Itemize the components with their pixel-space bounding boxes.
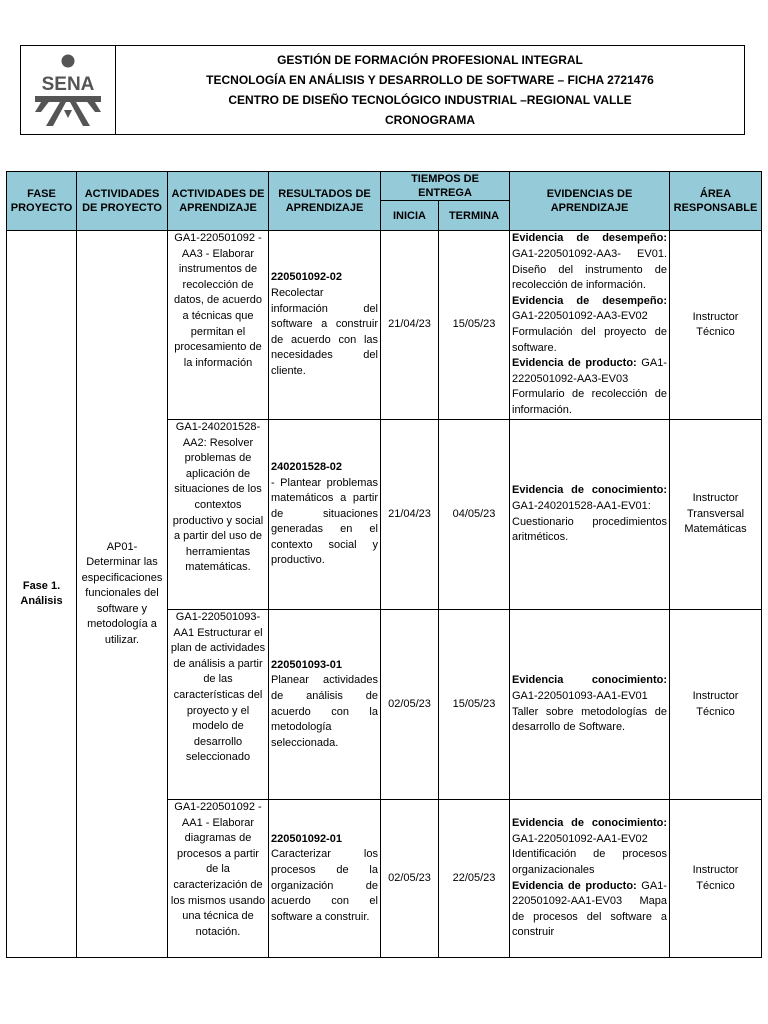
resultado-texto: Caracterizar los procesos de la organización de acuerdo con el software a construir. [271,848,378,923]
evidencias-cell [510,610,670,800]
evidencia-text: GA1-220501092-AA3-EV02 Formulación del proyecto de software. [512,310,667,354]
evidencia-label: Evidencia de desempeño: [512,232,667,245]
actividad-aprendizaje-cell: GA1-220501092 - AA1 - Elaborar diagramas de procesos a partir de la caracterización de los mismos usando una técnica de notación. [168,800,269,958]
resultado-cell [269,800,381,958]
resultado-texto: - Plantear problemas matemáticos a partir de situaciones generadas en el contexto social y productivo. [271,476,378,567]
evidencia-text: GA1-220501092-AA3- EV01. Diseño del instrumento de recolección de información. [512,248,667,292]
resultado-texto: Recolectar información del software a construir de acuerdo con las necesidades del cliente. [271,287,378,377]
header-title-line-2: TECNOLOGÍA EN ANÁLISIS Y DESARROLLO DE SOFTWARE – FICHA 2721476 [206,73,654,87]
evidencia-text: GA1-220501093-AA1-EV01 Taller sobre metodologías de desarrollo de Software. [512,689,667,734]
resultado-texto: Planear actividades de análisis de acuerdo con la metodología seleccionada. [271,674,378,749]
evidencia-label: Evidencia conocimiento: [512,674,667,687]
inicia-cell: 02/05/23 [381,800,439,958]
actividad-aprendizaje-cell: GA1-220501093-AA1 Estructurar el plan de actividades de análisis a partir de las características del proyecto y el modelo de desarrollo seleccionado [168,610,269,800]
inicia-cell: 21/04/23 [381,231,439,420]
inicia-cell: 21/04/23 [381,420,439,610]
evidencias-cell [510,800,670,958]
sena-logo [31,52,105,128]
evidencia-label: Evidencia de desempeño: [512,294,667,307]
fase-cell: Fase 1. Análisis [7,231,77,958]
actividad-aprendizaje-cell: GA1-220501092 -AA3 - Elaborar instrumentos de recolección de datos, de acuerdo a técnicas que permitan el procesamiento de la información [168,231,269,420]
header-title-line-3: CENTRO DE DISEÑO TECNOLÓGICO INDUSTRIAL –REGIONAL VALLE [228,93,632,107]
evidencias-cell [510,420,670,610]
resultado-cell [269,231,381,420]
area-cell: Instructor Transversal Matemáticas [670,420,762,610]
header-tiempos: TIEMPOS DE ENTREGA [381,172,510,201]
header-termina: TERMINA [439,201,510,231]
area-cell: Instructor Técnico [670,800,762,958]
header-fase: FASE PROYECTO [7,172,77,231]
inicia-cell: 02/05/23 [381,610,439,800]
evidencia-item [512,356,667,418]
evidencia-label: Evidencia de producto: [512,357,637,370]
logo-wordmark: SENA [41,74,95,95]
resultado-codigo: 220501093-01 [271,658,342,671]
area-cell: Instructor Técnico [670,610,762,800]
header-actividades-aprendizaje: ACTIVIDADES DE APRENDIZAJE [168,172,269,231]
evidencia-label: Evidencia de conocimiento: [512,817,667,830]
header-title-line-1: GESTIÓN DE FORMACIÓN PROFESIONAL INTEGRAL [277,53,583,67]
actividad-proyecto-cell: AP01- Determinar las especificaciones funcionales del software y metodología a utilizar. [77,231,168,958]
termina-cell: 15/05/23 [439,231,510,420]
header-title-block [116,46,744,134]
evidencia-item [512,816,667,878]
resultado-cell [269,610,381,800]
header-actividades-proyecto: ACTIVIDADES DE PROYECTO [77,172,168,231]
header-evidencias: EVIDENCIAS DE APRENDIZAJE [510,172,670,231]
area-cell: Instructor Técnico [670,231,762,420]
actividad-aprendizaje-cell: GA1-240201528-AA2: Resolver problemas de aplicación de situaciones de los contextos productivo y social a partir del uso de herramientas matemáticas. [168,420,269,610]
evidencia-item [512,231,667,293]
evidencia-text: GA1- 2220501092-AA3-EV03 Formulario de recolección de información. [512,357,667,416]
termina-cell: 22/05/23 [439,800,510,958]
evidencia-item [512,673,667,735]
resultado-codigo: 220501092-01 [271,832,342,845]
evidencia-item [512,294,667,356]
evidencia-text: GA1-220501092-AA1-EV03 Mapa de procesos del software a construir [512,879,667,939]
evidencia-item [512,483,667,545]
resultado-codigo: 240201528-02 [271,460,342,473]
schedule-table [6,171,762,958]
header-area: ÁREA RESPONSABLE [670,172,762,231]
termina-cell: 04/05/23 [439,420,510,610]
logo-cell [21,46,116,134]
table-row [7,231,762,420]
evidencia-text: GA1-220501092-AA1-EV02 Identificación de procesos organizacionales [512,832,667,876]
resultado-cell [269,420,381,610]
evidencia-text: GA1-240201528-AA1-EV01: Cuestionario procedimientos aritméticos. [512,499,667,544]
header-resultados: RESULTADOS DE APRENDIZAJE [269,172,381,231]
evidencia-label: Evidencia de conocimiento: [512,484,667,497]
evidencia-label: Evidencia de producto: [512,879,637,892]
evidencia-item [512,879,667,941]
termina-cell: 15/05/23 [439,610,510,800]
header-inicia: INICIA [381,201,439,231]
resultado-codigo: 220501092-02 [271,271,342,284]
header-title-line-4: CRONOGRAMA [385,113,475,127]
document-header [20,45,745,135]
table-header-row [7,172,762,201]
evidencias-cell [510,231,670,420]
